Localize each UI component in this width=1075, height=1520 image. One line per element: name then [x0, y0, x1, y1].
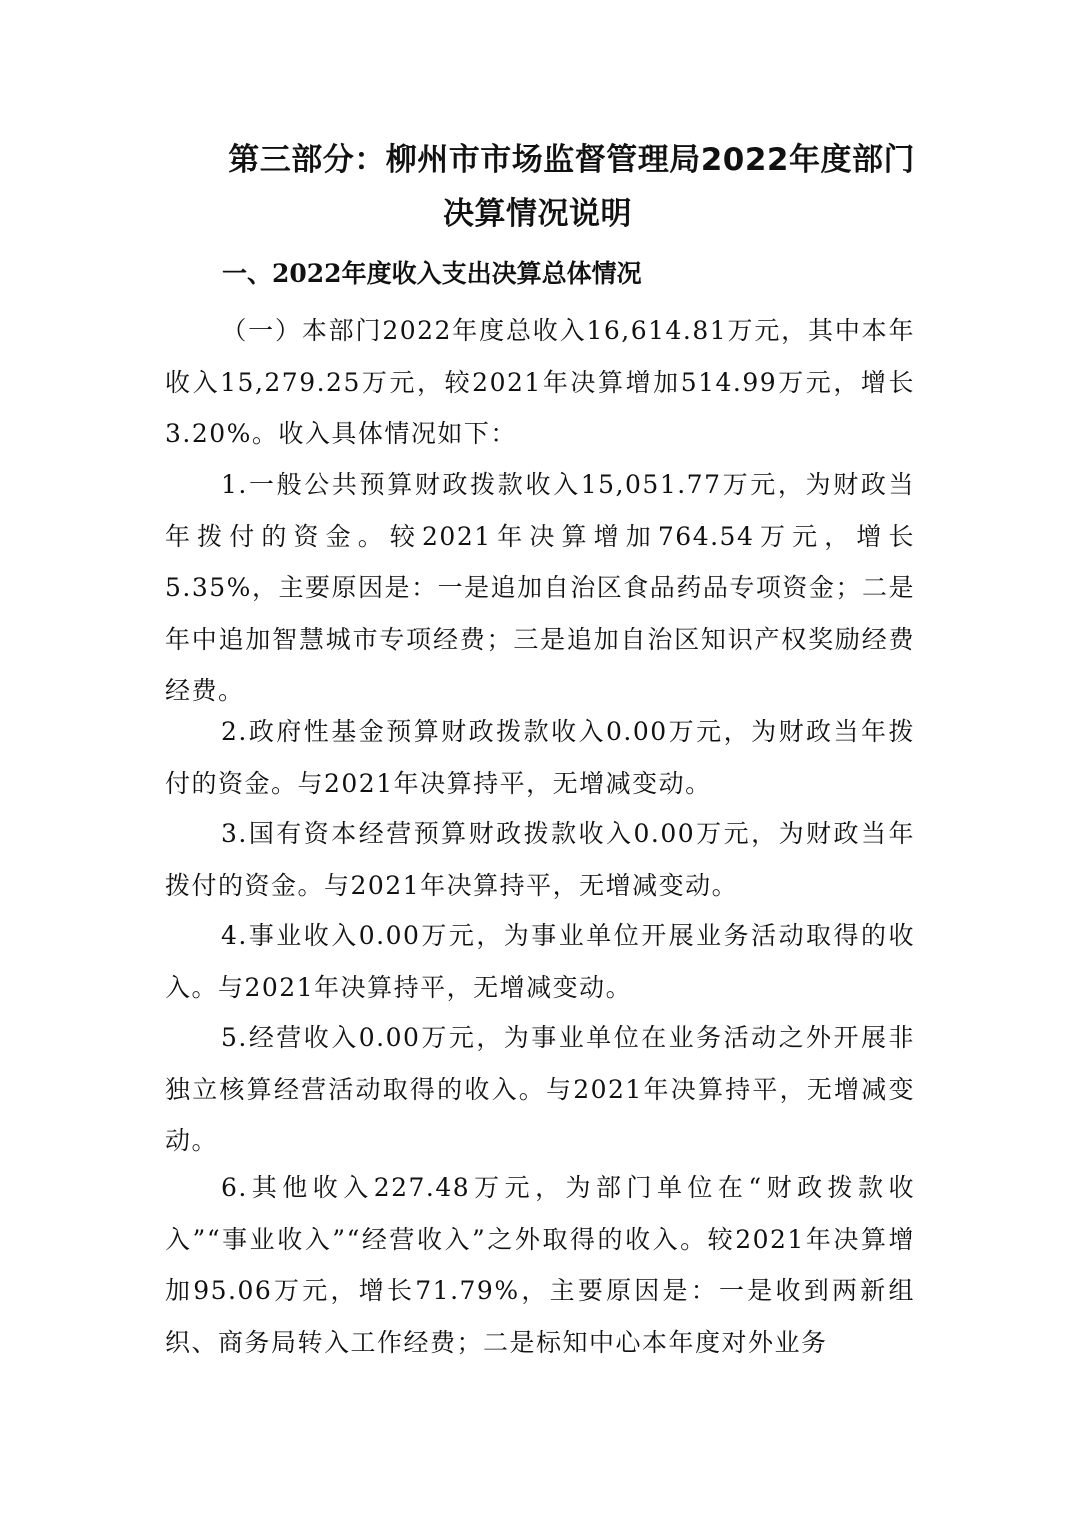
paragraph-total-income	[165, 305, 915, 460]
document-title-line-1: 第三部分：柳州市市场监督管理局2022年度部门	[228, 142, 915, 178]
paragraph-text: 6.其他收入227.48万元，为部门单位在“财政拨款收入”“事业收入”“经营收入”之外取得的收入。较2021年决算增加95.06万元，增长71.79%，主要原因是：一是收到两新组织、商务局转入工作经费；二是标知中心本年度对外业务	[165, 1173, 915, 1357]
paragraph-other-income	[165, 1162, 915, 1368]
paragraph-business-income	[165, 910, 915, 1013]
paragraph-operating-income	[165, 1012, 915, 1167]
paragraph-state-capital-income	[165, 808, 915, 911]
paragraph-text: （一）本部门2022年度总收入16,614.81万元，其中本年收入15,279.25万元，较2021年决算增加514.99万元，增长3.20%。收入具体情况如下：	[165, 316, 915, 448]
document-title-line-2: 决算情况说明	[443, 196, 632, 232]
paragraph-text: 3.国有资本经营预算财政拨款收入0.00万元，为财政当年拨付的资金。与2021年决算持平，无增减变动。	[165, 819, 915, 900]
section-heading: 一、2022年度收入支出决算总体情况	[222, 259, 642, 288]
paragraph-text: 2.政府性基金预算财政拨款收入0.00万元，为财政当年拨付的资金。与2021年决算持平，无增减变动。	[165, 717, 915, 798]
paragraph-government-fund-income	[165, 706, 915, 809]
paragraph-text: 1.一般公共预算财政拨款收入15,051.77万元，为财政当年拨付的资金。较2021年决算增加764.54万元，增长5.35%，主要原因是：一是追加自治区食品药品专项资金；二是年中追加智慧城市专项经费；三是追加自治区知识产权奖励经费经费。	[165, 470, 915, 705]
paragraph-text: 5.经营收入0.00万元，为事业单位在业务活动之外开展非独立核算经营活动取得的收入。与2021年决算持平，无增减变动。	[165, 1023, 915, 1155]
paragraph-text: 4.事业收入0.00万元，为事业单位开展业务活动取得的收入。与2021年决算持平，无增减变动。	[165, 921, 915, 1002]
paragraph-general-budget-income	[165, 459, 915, 717]
